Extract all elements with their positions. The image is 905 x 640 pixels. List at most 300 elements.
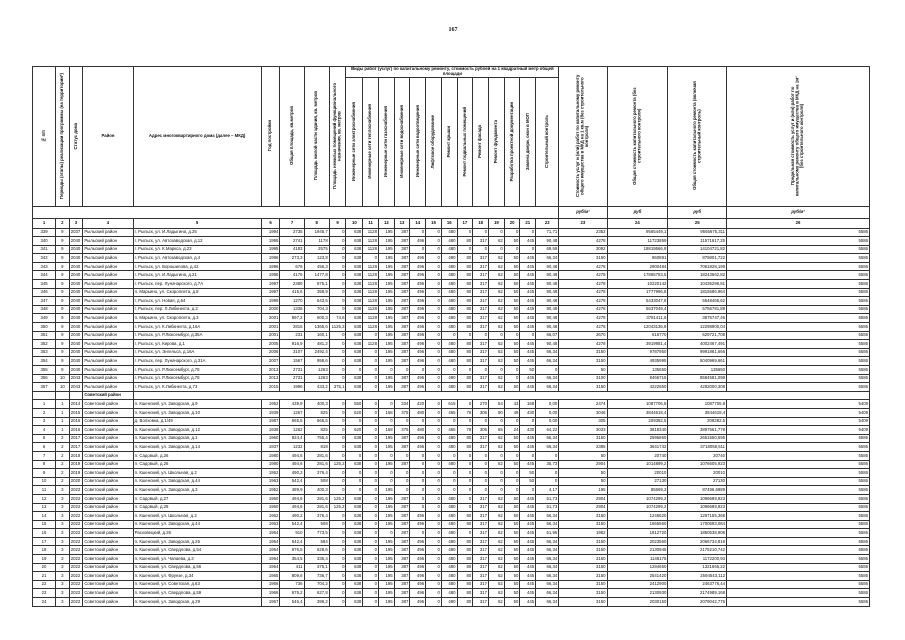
table-cell: 62 bbox=[489, 323, 505, 332]
table-cell: 0 bbox=[363, 555, 379, 564]
table-cell: 317 bbox=[473, 529, 489, 538]
table-cell: 1960 bbox=[261, 494, 280, 503]
table-cell: 62 bbox=[489, 555, 505, 564]
table-cell: 5586 bbox=[727, 580, 870, 589]
table-cell: 2385 bbox=[559, 443, 607, 452]
table-cell: 5586 bbox=[727, 245, 870, 254]
table-cell: 50 bbox=[504, 563, 520, 572]
table-cell: 0 bbox=[329, 529, 346, 538]
table-cell: 755,4 bbox=[304, 434, 329, 443]
table-cell: 480 bbox=[441, 271, 457, 280]
table-cell: 62 bbox=[489, 297, 505, 306]
table-cell: 1 bbox=[33, 400, 56, 409]
table-cell: 16 bbox=[33, 529, 56, 538]
section-row bbox=[33, 391, 870, 400]
table-cell: 0 bbox=[520, 486, 536, 495]
table-cell: Советский район bbox=[83, 589, 133, 598]
table-cell: 195 bbox=[378, 254, 394, 263]
table-cell: 0 bbox=[426, 374, 442, 383]
table-cell: 480 bbox=[441, 589, 457, 598]
table-cell: 0 bbox=[329, 520, 346, 529]
table-cell: 195 bbox=[378, 262, 394, 271]
column-number: 13 bbox=[394, 219, 410, 229]
table-cell: 496 bbox=[410, 572, 426, 581]
table-row bbox=[33, 331, 870, 340]
table-cell: 0 bbox=[363, 572, 379, 581]
capital-repair-table bbox=[32, 66, 870, 607]
table-cell: 5586 bbox=[727, 366, 870, 375]
table-cell: Рыльский район bbox=[83, 271, 133, 280]
table-cell: 50 bbox=[559, 366, 607, 375]
table-cell: 66,34 bbox=[536, 512, 559, 521]
table-cell: 0 bbox=[536, 366, 559, 375]
header-address: Адрес многоквартирного дома (далее – МКД) bbox=[133, 67, 261, 207]
table-cell: 0 bbox=[426, 417, 442, 426]
table-cell: 0 bbox=[426, 228, 442, 237]
table-cell: 480 bbox=[441, 305, 457, 314]
table-cell: 317 bbox=[473, 443, 489, 452]
table-cell: 62 bbox=[489, 434, 505, 443]
table-cell: 1321665,22 bbox=[668, 563, 727, 572]
table-cell: 195 bbox=[378, 348, 394, 357]
table-cell: 1014899,2 bbox=[607, 460, 668, 469]
table-cell: 2019 bbox=[69, 469, 83, 478]
table-cell: 1996 bbox=[280, 383, 304, 392]
table-cell: 2022 bbox=[69, 598, 83, 607]
table-cell: 195 bbox=[378, 340, 394, 349]
table-cell: 445 bbox=[520, 572, 536, 581]
table-cell: 1365,6 bbox=[304, 323, 329, 332]
header-design-docs: Разработка проектной документации bbox=[504, 78, 520, 207]
table-cell: 2040 bbox=[69, 305, 83, 314]
table-cell: 5586 bbox=[727, 348, 870, 357]
table-cell: 430 bbox=[520, 408, 536, 417]
table-cell: 50 bbox=[504, 512, 520, 521]
table-cell: 2463776,44 bbox=[668, 580, 727, 589]
table-cell: Рыльский район bbox=[83, 323, 133, 332]
table-cell: 1567 bbox=[280, 357, 304, 366]
table-cell: 2741 bbox=[280, 237, 304, 246]
table-cell: 638 bbox=[346, 280, 363, 289]
table-cell: 0 bbox=[329, 400, 346, 409]
table-cell: Рыльский район bbox=[83, 245, 133, 254]
table-cell: 480 bbox=[441, 520, 457, 529]
table-cell: 445 bbox=[520, 589, 536, 598]
table-cell: 317 bbox=[473, 434, 489, 443]
table-cell: 195 bbox=[378, 563, 394, 572]
table-cell: 62 bbox=[489, 580, 505, 589]
table-cell: 638 bbox=[346, 537, 363, 546]
table-cell: 445 bbox=[520, 529, 536, 538]
table-cell: 0 bbox=[426, 589, 442, 598]
table-cell: 1128 bbox=[363, 314, 379, 323]
table-cell: 0 bbox=[410, 417, 426, 426]
table-cell: 1777996,8 bbox=[607, 288, 668, 297]
table-cell: 387 bbox=[394, 546, 410, 555]
table-cell: 0 bbox=[426, 520, 442, 529]
table-cell: 317 bbox=[473, 374, 489, 383]
table-cell: 638 bbox=[346, 503, 363, 512]
table-cell: 5586 bbox=[727, 271, 870, 280]
table-row bbox=[33, 271, 870, 280]
table-cell: 3150 bbox=[559, 512, 607, 521]
table-cell: 638 bbox=[346, 262, 363, 271]
table-cell: 317 bbox=[473, 503, 489, 512]
table-cell: 2 bbox=[56, 469, 70, 478]
table-cell: 0 bbox=[457, 245, 473, 254]
table-cell: 387 bbox=[394, 580, 410, 589]
table-cell: 50 bbox=[504, 503, 520, 512]
table-cell: п. Кшенский, ул. Школьная, д.2 bbox=[133, 469, 261, 478]
table-cell: 2022 bbox=[69, 555, 83, 564]
table-cell: 496 bbox=[410, 443, 426, 452]
table-cell: 50 bbox=[504, 529, 520, 538]
table-cell: Советский район bbox=[83, 572, 133, 581]
table-cell: 3641742 bbox=[607, 443, 668, 452]
table-cell: 0 bbox=[363, 408, 379, 417]
table-cell: 0 bbox=[473, 451, 489, 460]
table-row bbox=[33, 228, 870, 237]
table-cell: 1987 bbox=[261, 417, 280, 426]
table-cell: Советский район bbox=[83, 563, 133, 572]
table-cell: 480 bbox=[441, 546, 457, 555]
table-cell: 9 bbox=[56, 348, 70, 357]
table-cell: 356 bbox=[33, 374, 56, 383]
table-cell: 0 bbox=[504, 417, 520, 426]
column-number: 19 bbox=[489, 219, 505, 229]
table-cell: 2022 bbox=[69, 529, 83, 538]
table-cell: 2037 bbox=[69, 228, 83, 237]
table-cell: 5586 bbox=[727, 254, 870, 263]
table-cell: 80 bbox=[457, 520, 473, 529]
table-cell: 0 bbox=[457, 486, 473, 495]
table-cell: Советский район bbox=[83, 477, 133, 486]
table-cell: 10436296,81 bbox=[668, 280, 727, 289]
table-cell: г. Рыльск, пер. Луначарского, д.7А bbox=[133, 280, 261, 289]
table-row bbox=[33, 598, 870, 607]
table-cell: 4278 bbox=[559, 271, 607, 280]
column-number: 23 bbox=[559, 219, 607, 229]
table-cell: 875,1 bbox=[304, 280, 329, 289]
table-cell: 50 bbox=[520, 366, 536, 375]
table-cell: 1964 bbox=[261, 563, 280, 572]
table-cell: 0 bbox=[329, 331, 346, 340]
table-cell: г. Рыльск, ул. Р.Люксембург, д.78 bbox=[133, 366, 261, 375]
table-cell: 0 bbox=[489, 451, 505, 460]
table-cell: 3718058,611 bbox=[668, 443, 727, 452]
table-cell: г. Рыльск, ул. Кирова, д.1 bbox=[133, 340, 261, 349]
table-cell: 1267155,368 bbox=[668, 512, 727, 521]
table-cell: 1074299,2 bbox=[607, 494, 668, 503]
table-cell: 445 bbox=[520, 537, 536, 546]
table-row bbox=[33, 443, 870, 452]
table-cell: 2040 bbox=[69, 271, 83, 280]
table-cell: 638 bbox=[346, 340, 363, 349]
table-cell: 9565675,311 bbox=[668, 228, 727, 237]
table-cell: 3 bbox=[56, 529, 70, 538]
table-cell: 0 bbox=[329, 340, 346, 349]
table-cell: 50 bbox=[504, 555, 520, 564]
table-cell: 496 bbox=[410, 383, 426, 392]
table-cell: 2022 bbox=[69, 563, 83, 572]
table-cell: 5586 bbox=[727, 598, 870, 607]
table-cell: 2 bbox=[33, 408, 56, 417]
table-cell: 1952 bbox=[261, 486, 280, 495]
table-cell: 195 bbox=[378, 237, 394, 246]
table-cell: 4278 bbox=[559, 262, 607, 271]
table-cell: 445 bbox=[520, 280, 536, 289]
table-cell: Рыльский район bbox=[83, 331, 133, 340]
table-cell: 5586 bbox=[727, 228, 870, 237]
table-cell: 0 bbox=[426, 426, 442, 435]
table-cell: Рыльский район bbox=[83, 314, 133, 323]
table-cell: 1128 bbox=[363, 297, 379, 306]
table-cell: г. Рыльск, ул. И.Ладыгина, д.25 bbox=[133, 228, 261, 237]
table-row bbox=[33, 563, 870, 572]
table-cell: 600,3 bbox=[304, 314, 329, 323]
table-cell: п. Кшенский, ул. Заводская, д.9 bbox=[133, 400, 261, 409]
table-cell: г. Рыльск, ул. Ворошилова, д.42 bbox=[133, 262, 261, 271]
table-cell: 80 bbox=[457, 340, 473, 349]
table-cell: 2174989,168 bbox=[668, 589, 727, 598]
table-cell: 195 bbox=[378, 434, 394, 443]
table-cell: п. Садовый, д.26 bbox=[133, 451, 261, 460]
table-cell: 0 bbox=[363, 537, 379, 546]
table-cell: 387 bbox=[394, 598, 410, 607]
table-cell: 638 bbox=[346, 529, 363, 538]
table-cell: Советский район bbox=[83, 443, 133, 452]
table-cell: 10 bbox=[56, 383, 70, 392]
table-cell: 0 bbox=[363, 331, 379, 340]
table-cell: 1096689,923 bbox=[668, 503, 727, 512]
table-row bbox=[33, 434, 870, 443]
table-cell: 2904 bbox=[559, 503, 607, 512]
table-cell: Рыльский район bbox=[83, 305, 133, 314]
table-cell: 0 bbox=[329, 348, 346, 357]
table-cell: 1850538,908 bbox=[668, 529, 727, 538]
table-cell: 2016 bbox=[69, 426, 83, 435]
table-cell: 50 bbox=[520, 477, 536, 486]
table-cell: 496 bbox=[410, 288, 426, 297]
table-cell: 209382,5 bbox=[607, 417, 668, 426]
table-cell: 0 bbox=[394, 417, 410, 426]
table-cell: 2001 bbox=[261, 331, 280, 340]
table-cell: 0 bbox=[329, 408, 346, 417]
table-cell: 5586 bbox=[727, 280, 870, 289]
unit-cell: руб bbox=[668, 207, 727, 219]
table-cell: 5586 bbox=[727, 374, 870, 383]
table-cell: 387 bbox=[394, 323, 410, 332]
table-cell: 0 bbox=[363, 546, 379, 555]
table-cell: 195 bbox=[378, 323, 394, 332]
table-cell: 317 bbox=[473, 288, 489, 297]
table-cell: 5586 bbox=[727, 237, 870, 246]
table-cell: 375 bbox=[394, 408, 410, 417]
table-cell: 343 bbox=[33, 262, 56, 271]
table-cell: 638 bbox=[346, 572, 363, 581]
table-cell: 9 bbox=[56, 288, 70, 297]
table-cell: 24 bbox=[33, 598, 56, 607]
table-cell: Рыльский район bbox=[83, 280, 133, 289]
table-cell: п. Садовый, д.26 bbox=[133, 460, 261, 469]
table-cell: 1980 bbox=[261, 460, 280, 469]
table-cell: 4278 bbox=[559, 305, 607, 314]
table-cell: г. Рыльск, ул. Р.Люксембург, д.35А bbox=[133, 331, 261, 340]
table-cell: 0 bbox=[363, 589, 379, 598]
table-cell: 3 bbox=[56, 563, 70, 572]
table-cell: 3 bbox=[56, 580, 70, 589]
table-cell: 0 bbox=[363, 426, 379, 435]
table-cell: 2079042,776 bbox=[668, 598, 727, 607]
header-heat: Инженерные сети теплоснабжения bbox=[363, 78, 379, 207]
table-cell: 542,4 bbox=[280, 520, 304, 529]
table-cell: 80 bbox=[457, 237, 473, 246]
table-cell: 1263 bbox=[304, 366, 329, 375]
table-cell: 9 bbox=[56, 305, 70, 314]
table-cell: 71,71 bbox=[536, 228, 559, 237]
table-cell: 50 bbox=[559, 469, 607, 478]
table-cell: 69,59 bbox=[536, 245, 559, 254]
table-row bbox=[33, 537, 870, 546]
table-cell: 376,4 bbox=[304, 512, 329, 521]
table-cell: 879801,722 bbox=[668, 254, 727, 263]
table-cell: 0 bbox=[329, 280, 346, 289]
table-cell: 18 bbox=[33, 546, 56, 555]
table-cell: п. Кшенский, ул. Заводская, д.44 bbox=[133, 520, 261, 529]
table-cell: 0 bbox=[329, 254, 346, 263]
table-cell: 480 bbox=[441, 237, 457, 246]
table-cell: 480 bbox=[441, 297, 457, 306]
table-cell: 480 bbox=[441, 598, 457, 607]
table-cell: 2015 bbox=[261, 383, 280, 392]
table-cell: 209382,5 bbox=[668, 417, 727, 426]
table-cell: 638 bbox=[346, 288, 363, 297]
table-cell: 2492,4 bbox=[304, 348, 329, 357]
table-cell: 317 bbox=[473, 271, 489, 280]
table-cell: 2030150 bbox=[607, 598, 668, 607]
table-cell: 0 bbox=[363, 348, 379, 357]
table-cell: 0 bbox=[426, 340, 442, 349]
table-cell: 305 bbox=[559, 417, 607, 426]
table-cell: п. Кшенский, ул. Заводская, д.12 bbox=[133, 426, 261, 435]
table-cell: 0 bbox=[410, 529, 426, 538]
table-cell: 0 bbox=[457, 477, 473, 486]
table-cell: 9 bbox=[56, 262, 70, 271]
table-cell: 375 bbox=[394, 426, 410, 435]
table-cell: 317 bbox=[473, 598, 489, 607]
table-cell: 5586 bbox=[727, 451, 870, 460]
table-cell: Рыльский район bbox=[83, 357, 133, 366]
table-cell: 615 bbox=[441, 400, 457, 409]
table-cell: 50 bbox=[559, 451, 607, 460]
table-cell: 317 bbox=[473, 563, 489, 572]
table-cell: 638 bbox=[346, 546, 363, 555]
table-cell: 0 bbox=[363, 503, 379, 512]
table-cell: 66,34 bbox=[536, 443, 559, 452]
table-cell: 4002467,491 bbox=[668, 340, 727, 349]
table-cell: 2670 bbox=[559, 331, 607, 340]
table-cell: 0 bbox=[457, 494, 473, 503]
table-cell: 2022 bbox=[69, 572, 83, 581]
table-cell: 638 bbox=[346, 580, 363, 589]
table-cell: 9 bbox=[56, 323, 70, 332]
table-cell: 2014 bbox=[69, 400, 83, 409]
table-cell: 0 bbox=[329, 374, 346, 383]
table-cell: 445 bbox=[520, 434, 536, 443]
table-cell: 168 bbox=[520, 400, 536, 409]
table-cell: 480 bbox=[441, 348, 457, 357]
table-cell: Советский район bbox=[83, 555, 133, 564]
table-cell: 0 bbox=[504, 331, 520, 340]
table-cell: 480 bbox=[441, 254, 457, 263]
header-nonliving-area: Площадь нежилых помещений функционального назначения, кв. метров bbox=[329, 67, 346, 207]
table-cell: 50 bbox=[504, 580, 520, 589]
table-cell: 66,34 bbox=[536, 383, 559, 392]
table-cell: д. Волховка, д.1/49 bbox=[133, 417, 261, 426]
table-cell: 496 bbox=[410, 254, 426, 263]
table-cell: 400,3 bbox=[304, 400, 329, 409]
table-cell: 0 bbox=[426, 555, 442, 564]
table-cell: 85669,3 bbox=[607, 486, 668, 495]
table-cell: 347 bbox=[33, 297, 56, 306]
table-cell: 445 bbox=[520, 443, 536, 452]
table-cell: 66,34 bbox=[536, 572, 559, 581]
table-cell: 350 bbox=[33, 323, 56, 332]
table-cell: 445 bbox=[520, 374, 536, 383]
table-cell: 317 bbox=[473, 546, 489, 555]
table-cell: 1074299,2 bbox=[607, 503, 668, 512]
table-cell: 1128 bbox=[363, 323, 379, 332]
table-cell: 480 bbox=[441, 280, 457, 289]
table-cell: 445 bbox=[520, 348, 536, 357]
table-cell: 490,2 bbox=[280, 512, 304, 521]
table-cell: 62 bbox=[489, 546, 505, 555]
table-cell: 809,6 bbox=[280, 572, 304, 581]
table-cell: 0 bbox=[473, 469, 489, 478]
table-cell: г. Рыльск, ул. Энгельса, д.16А bbox=[133, 348, 261, 357]
table-cell: 50 bbox=[504, 305, 520, 314]
table-cell: 0 bbox=[504, 451, 520, 460]
table-cell: 2015 bbox=[69, 408, 83, 417]
column-number: 18 bbox=[473, 219, 489, 229]
table-cell: 5756781,89 bbox=[668, 305, 727, 314]
table-cell: 0 bbox=[426, 400, 442, 409]
table-cell: 0 bbox=[363, 460, 379, 469]
table-cell: 2019 bbox=[69, 460, 83, 469]
table-cell: 3150 bbox=[559, 580, 607, 589]
table-cell: 50 bbox=[504, 357, 520, 366]
table-cell: 0 bbox=[441, 451, 457, 460]
table-cell: 0 bbox=[520, 417, 536, 426]
table-cell: 0 bbox=[394, 486, 410, 495]
table-cell: 90,48 bbox=[536, 297, 559, 306]
table-row bbox=[33, 323, 870, 332]
table-cell: 0 bbox=[536, 451, 559, 460]
table-cell: 3844618,4 bbox=[668, 408, 727, 417]
table-cell: 480 bbox=[441, 383, 457, 392]
table-cell: 387 bbox=[394, 271, 410, 280]
table-cell: 496 bbox=[410, 271, 426, 280]
table-cell: Рыльский район bbox=[83, 297, 133, 306]
table-cell: 50 bbox=[504, 434, 520, 443]
table-cell: 480 bbox=[441, 537, 457, 546]
header-works-group: Виды работ (услуг) по капитальному ремонту, стоимость рублей на 1 квадратный метр общей площади bbox=[346, 67, 559, 78]
table-cell: 168 bbox=[378, 426, 394, 435]
table-cell: 3875747,46 bbox=[668, 314, 727, 323]
table-cell: 0 bbox=[363, 580, 379, 589]
table-cell: 638 bbox=[346, 331, 363, 340]
table-cell: 195 bbox=[378, 598, 394, 607]
